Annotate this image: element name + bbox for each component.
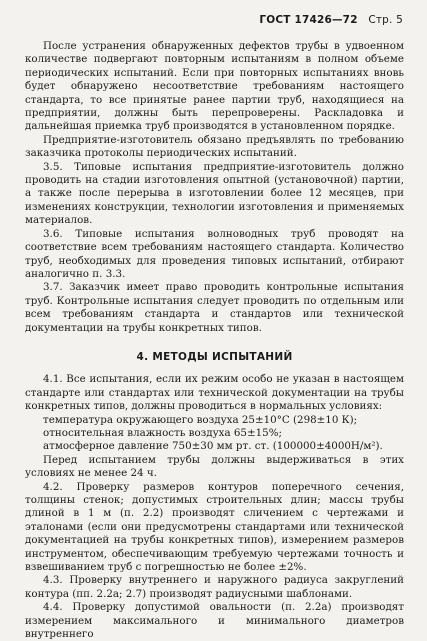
standard-number: ГОСТ 17426—72 [259,14,358,26]
paragraph: После устранения обнаруженных дефектов трубы в удвоенном количестве подвергают повторным испытаниям в полном объеме периодических испытаний. Если при повторных испытаниях вновь будет обнаружено несоответствие требованиям настоящего стандарта, то все принятые ранее партии труб, находящиеся на предприятии, должны быть перепроверены. Раскладовка и дальнейшая приемка труб производятся в установленном порядке. [25,40,404,133]
page-body [25,40,404,641]
section-title: 4. МЕТОДЫ ИСПЫТАНИЙ [136,350,293,363]
paragraph: 4.3. Проверку внутреннего и наружного радиуса закруглений контура (пп. 2.2а; 2.7) производят радиусными шаблонами. [25,574,404,600]
condition-line: температура окружающего воздуха 25±10°С (298±10 К); [43,413,358,426]
paragraph: 4.2. Проверку размеров контуров поперечного сечения, толщины стенок; допустимых строительных длин; массы трубы длиной в 1 м (п. 2.2) производят сличением с чертежами и эталонами (если они предусмотрены стандартами или технической документацией на трубы конкретных типов), измерением размеров инструментом, обеспечивающим требуемую чертежами точность и взвешиванием труб с погрешностью не более ±2%. [25,480,404,574]
paragraph: 3.6. Типовые испытания волноводных труб проводят на соответствие всем требованиям настоящего стандарта. Количество труб, необходимых для проведения типовых испытаний, отбирают аналогично п. 3.3. [25,227,404,280]
paragraph: 3.7. Заказчик имеет право проводить контрольные испытания труб. Контрольные испытания следует проводить по отдельным или всем требованиям стандарта и стандартов или технической документации на трубы конкретных типов. [25,281,404,334]
paragraph: 4.4. Проверку допустимой овальности (п. 2.2а) производят измерением максимального и минимального диаметров внутреннего [25,601,404,641]
paragraph: 4.1. Все испытания, если их режим особо не указан в настоящем стандарте или стандартах или технической документации на трубы конкретных типов, должны проводиться в нормальных условиях: [25,373,404,413]
paragraph: Предприятие-изготовитель обязано предъявлять по требованию заказчика протоколы периодических испытаний. [25,133,404,160]
condition-line: относительная влажность воздуха 65±15%; [43,426,282,439]
page-number: Стр. 5 [368,14,403,26]
paragraph: 3.5. Типовые испытания предприятие-изготовитель должно проводить на стадии изготовления опытной (установочной) партии, а также после перерыва в изготовлении более 12 месяцев, при изменениях конструкции, технологии изготовления и применяемых материалов. [25,160,404,227]
page-header [259,14,403,26]
paragraph: Перед испытанием трубы должны выдерживаться в этих условиях не менее 24 ч. [25,453,404,480]
condition-line: атмосферное давление 750±30 мм рт. ст. (100000±4000Н/м²). [43,440,383,453]
